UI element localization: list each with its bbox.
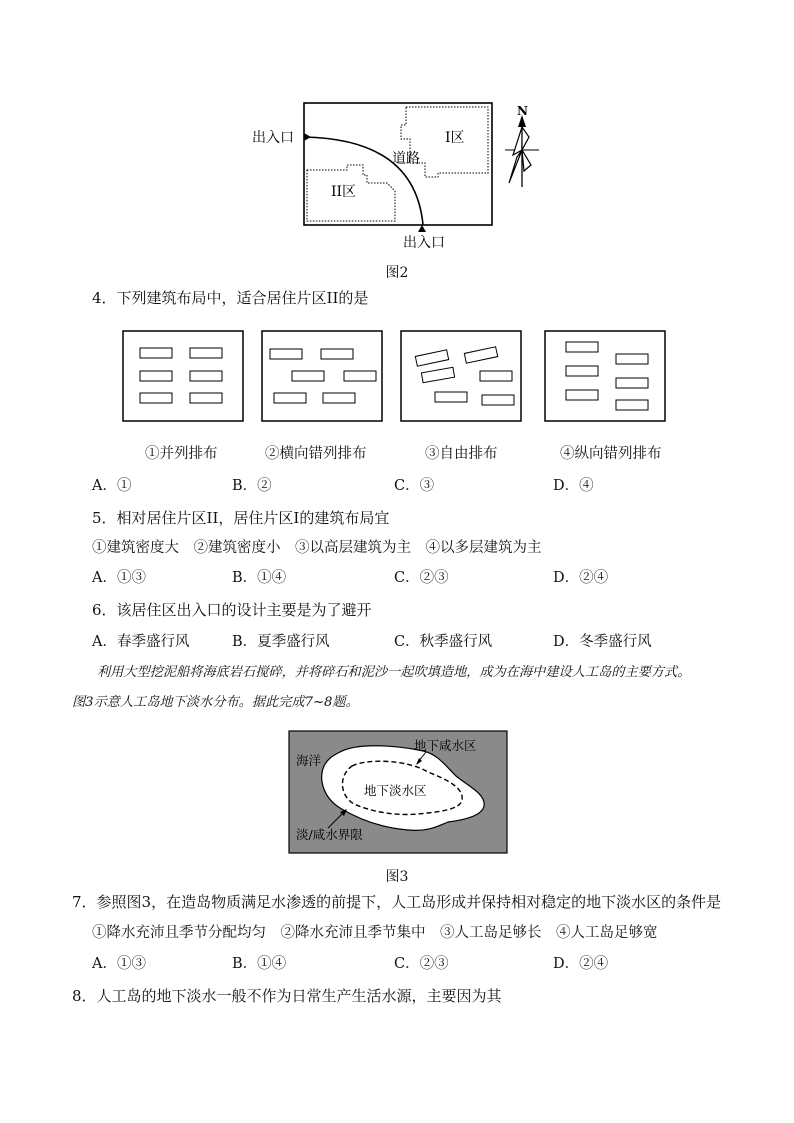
layout-diagram-1 xyxy=(122,330,244,422)
q5-option-d[interactable]: D．②④ xyxy=(553,570,609,586)
saltwater-label: 地下咸水区 xyxy=(414,738,477,753)
layout-diagram-4 xyxy=(544,330,666,422)
q7-option-a[interactable]: A．①③ xyxy=(92,956,146,972)
q5-option-b[interactable]: B．①④ xyxy=(232,570,287,586)
north-label: N xyxy=(517,104,528,118)
freshwater-label: 地下淡水区 xyxy=(364,783,427,798)
q4-option-a[interactable]: A．① xyxy=(92,478,132,494)
q6-option-a[interactable]: A．春季盛行风 xyxy=(92,634,190,650)
q7-option-c[interactable]: C．②③ xyxy=(394,956,449,972)
entrance-top-label: 出入口 xyxy=(252,130,294,146)
question-7-stem: 7．参照图3，在造岛物质满足水渗透的前提下，人工岛形成并保持相对稳定的地下淡水区的条件是 xyxy=(72,893,722,911)
layout-label-4: ④纵向错列排布 xyxy=(560,446,662,462)
figure-2-caption: 图2 xyxy=(385,265,409,281)
q5-option-a[interactable]: A．①③ xyxy=(92,570,146,586)
question-7-statements: ①降水充沛且季节分配均匀 ②降水充沛且季节集中 ③人工岛足够长 ④人工岛足够宽 xyxy=(92,925,658,941)
road-label: 道路 xyxy=(392,151,420,167)
entrance-bottom-marker xyxy=(418,225,426,232)
entrance-bottom-label: 出入口 xyxy=(403,235,445,251)
figure-3-island-diagram xyxy=(288,730,508,854)
wind-rose-icon xyxy=(505,115,539,187)
layout-label-1: ①并列排布 xyxy=(145,446,218,462)
layout-diagram-3 xyxy=(400,330,522,422)
q5-option-c[interactable]: C．②③ xyxy=(394,570,449,586)
figure-3-caption: 图3 xyxy=(385,869,409,885)
q6-option-c[interactable]: C．秋季盛行风 xyxy=(394,634,493,650)
q7-option-b[interactable]: B．①④ xyxy=(232,956,287,972)
question-4-stem: 4．下列建筑布局中，适合居住片区II的是 xyxy=(92,289,369,307)
layout-label-2: ②横向错列排布 xyxy=(265,446,367,462)
boundary-label: 淡/咸水界限 xyxy=(296,827,363,842)
q6-option-b[interactable]: B．夏季盛行风 xyxy=(232,634,330,650)
zone-1-label: I区 xyxy=(445,130,465,146)
question-5-statements: ①建筑密度大 ②建筑密度小 ③以高层建筑为主 ④以多层建筑为主 xyxy=(92,540,542,556)
q4-option-b[interactable]: B．② xyxy=(232,478,272,494)
passage-line-1: 利用大型挖泥船将海底岩石搅碎，并将碎石和泥沙一起吹填造地，成为在海中建设人工岛的主要方式。 xyxy=(97,665,691,680)
question-5-stem: 5．相对居住片区II，居住片区I的建筑布局宜 xyxy=(92,509,390,527)
q6-option-d[interactable]: D．冬季盛行风 xyxy=(553,634,652,650)
layout-diagram-2 xyxy=(261,330,383,422)
question-6-stem: 6．该居住区出入口的设计主要是为了避开 xyxy=(92,601,372,619)
q7-option-d[interactable]: D．②④ xyxy=(553,956,609,972)
figure-2-map xyxy=(245,95,555,260)
zone-2-label: II区 xyxy=(331,184,357,200)
q4-option-c[interactable]: C．③ xyxy=(394,478,435,494)
q4-option-d[interactable]: D．④ xyxy=(553,478,594,494)
layout-label-3: ③自由排布 xyxy=(425,446,498,462)
passage-line-2: 图3示意人工岛地下淡水分布。据此完成7~8题。 xyxy=(72,695,359,710)
ocean-label: 海洋 xyxy=(296,753,322,768)
question-8-stem: 8．人工岛的地下淡水一般不作为日常生产生活水源，主要因为其 xyxy=(72,987,502,1005)
